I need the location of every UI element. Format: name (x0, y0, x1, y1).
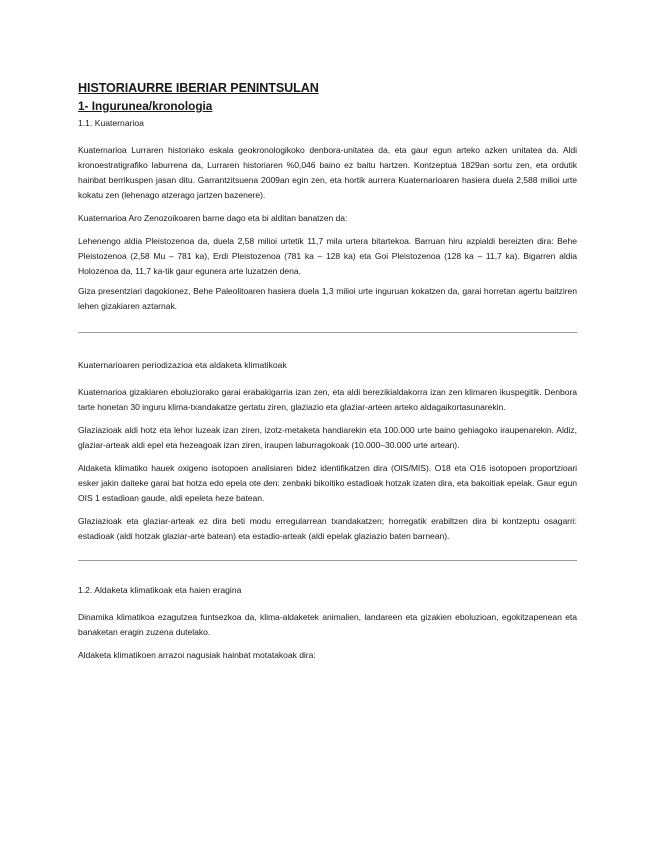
paragraph: Lehenengo aldia Pleistozenoa da, duela 2,58 milioi urtetik 11,7 mila urtera bitartekoa. Barruan hiru azpialdi bereizten dira: Behe Pleistozenoa (2,58 Mu – 781 ka), Erdi Pleistozenoa (781 ka – 128 ka) eta Goi Pleistozenoa (128 ka – 11,7 ka). Bigarren aldia Holozenoa da, 11,7 ka-tik gaur egunera arte luzatzen dena. (78, 236, 577, 276)
paragraph: Aldaketa klimatiko hauek oxigeno isotopoen analisiaren bidez identifikatzen dira (OIS/MIS). O18 eta O16 isotopoen proportzioari esker jakin daiteke garai bat hotza edo epela ote den: zenbaki bikoitiko estadioak hotzak izaten dira, eta bakoitiak epelak. Gaur egun OIS 1 estadioan gaude, aldi epeleta heze batean. (78, 463, 577, 503)
document-title: HISTORIAURRE IBERIAR PENINTSULAN (78, 81, 319, 95)
paragraph: Kuaternarioa gizakiaren eboluziorako garai erabakigarria izan zen, eta aldi berezikialdakorra izan zen klimaren ikuspegitik. Denbora tarte honetan 30 inguru klima-txandakatze gertatu ziren, glaziazio eta glaziar-arteen arteko aldagaikortasunarekin. (78, 387, 577, 412)
paragraph: Kuaternarioa Lurraren historiako eskala geokronologikoko denbora-unitatea da, eta gaur egun arteko azken unitatea da. Aldi kronoestratigrafiko laburrena da, Lurraren historiaren %0,046 baino ez baitu hartzen. Kontzeptua 1829an sortu zen, eta ordutik hainbat berrikuspen jasan ditu. Garrantzitsuena 2009an egin zen, eta hortik aurrera Kuaternarioaren hasiera duela 2,588 milioi urte kokatu zen (lehenago atzerago jartzen bazenere). (78, 145, 577, 200)
paragraph: Glaziazioak aldi hotz eta lehor luzeak izan ziren, izotz-metaketa handiarekin eta 100.000 urte baino gehiagoko iraupenarekin. Aldiz, glaziar-arteak aldi epel eta hezeagoak izan ziren, iraupen laburragokoak (10.000–30.000 urte artean). (78, 425, 577, 450)
subsection-heading-periodization: Kuaternarioaren periodizazioa eta aldaketa klimatikoak (78, 360, 287, 370)
paragraph: Giza presentziari dagokionez, Behe Paleolitoaren hasiera duela 1,3 milioi urte inguruan kokatzen da, garai horretan agertu baitziren lehen gizakiaren aztarnak. (78, 286, 577, 311)
paragraph: Dinamika klimatikoa ezagutzea funtsezkoa da, klima-aldaketek animalien, landareen eta gizakien eboluzioan, egokitzapenean eta banaketan eragin zuzena dutelako. (78, 612, 577, 637)
section-heading-1: 1- Ingurunea/kronologia (78, 99, 213, 113)
subsection-heading-1-2: 1.2. Aldaketa klimatikoak eta haien eragina (78, 585, 242, 595)
document-body (78, 80, 577, 663)
subsection-heading-1-1: 1.1. Kuaternarioa (78, 118, 144, 128)
paragraph: Glaziazioak eta glaziar-arteak ez dira beti modu erregularrean txandakatzen; horregatik erabiltzen dira bi kontzeptu osagarri: estadioak (aldi hotzak glaziar-arte batean) eta estadio-arteak (aldi epelak glaziazio baten barnean). (78, 516, 577, 541)
paragraph: Kuaternarioa Aro Zenozoikoaren barne dago eta bi alditan banatzen da: (78, 213, 348, 223)
paragraph: Aldaketa klimatikoen arrazoi nagusiak hainbat motatakoak dira: (78, 650, 316, 660)
